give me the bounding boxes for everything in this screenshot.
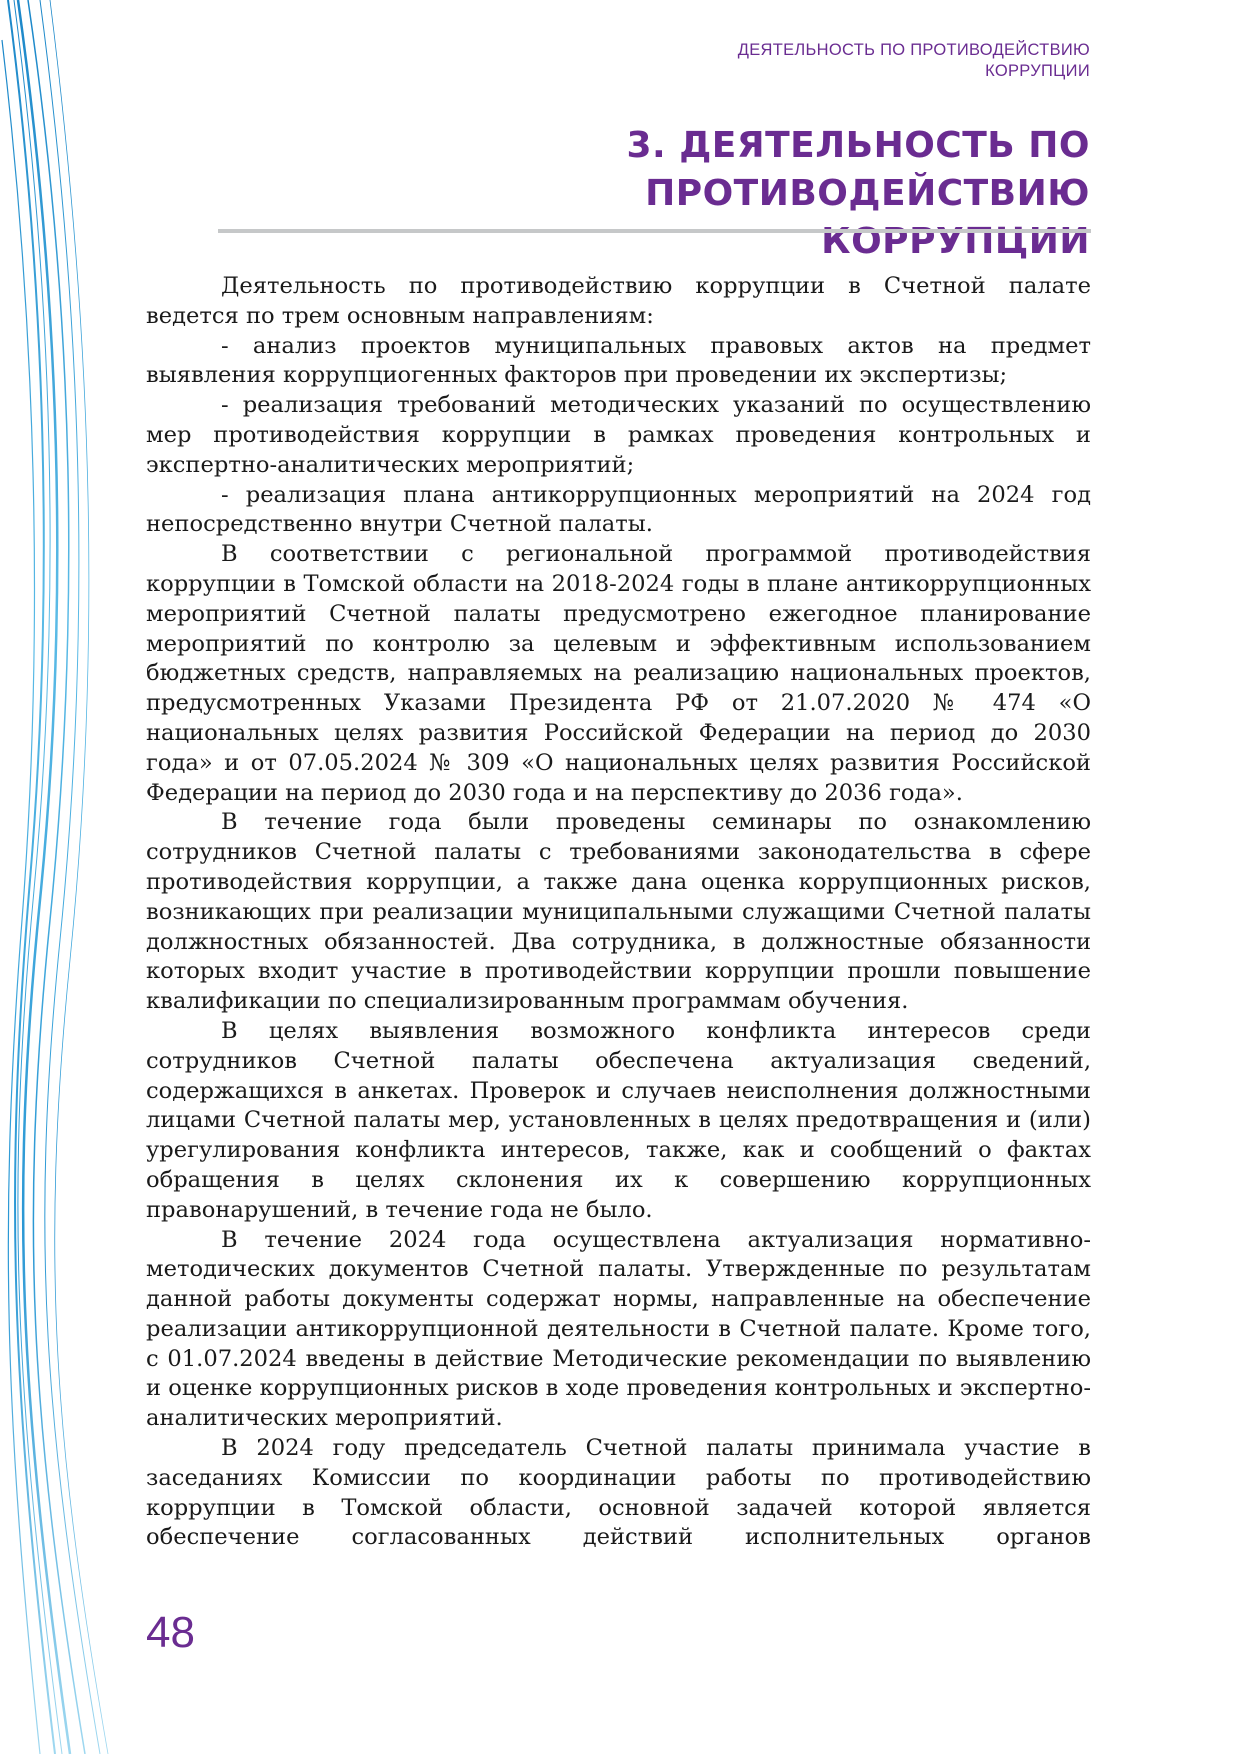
- body-text: [146, 272, 1091, 1553]
- paragraph: В 2024 году председатель Счетной палаты принимала участие в заседаниях Комиссии по координации работы по противодействию коррупции в Томской области, основной задачей которой является обеспечение согласованных действий исполнительных органов: [146, 1435, 1091, 1551]
- title-divider: [218, 229, 1091, 233]
- running-header-line: ДЕЯТЕЛЬНОСТЬ ПО ПРОТИВОДЕЙСТВИЮ: [737, 41, 1090, 59]
- paragraph: Деятельность по противодействию коррупции в Счетной палате ведется по трем основным направлениям:: [146, 273, 1091, 329]
- paragraph: В целях выявления возможного конфликта интересов среди сотрудников Счетной палаты обеспечена актуализация сведений, содержащихся в анкетах. Проверок и случаев неисполнения должностными лицами Счетной палаты мер, установленных в целях предотвращения и (или) урегулирования конфликта интересов, также, как и сообщений о фактах обращения в целях склонения их к совершению коррупционных правонарушений, в течение года не было.: [146, 1017, 1091, 1223]
- section-title-line: 3. ДЕЯТЕЛЬНОСТЬ ПО ПРОТИВОДЕЙСТВИЮ: [626, 125, 1090, 214]
- paragraph: - реализация плана антикоррупционных мероприятий на 2024 год непосредственно внутри Счетной палаты.: [146, 481, 1091, 538]
- running-header: [530, 40, 1090, 82]
- section-title: [210, 122, 1090, 266]
- paragraph: В течение года были проведены семинары по ознакомлению сотрудников Счетной палаты с требованиями законодательства в сфере противодействия коррупции, а также дана оценка коррупционных рисков, возникающих при реализации муниципальными служащими Счетной палаты должностных обязанностей. Два сотрудника, в должностные обязанности которых входит участие в противодействии коррупции прошли повышение квалификации по специализированным программам обучения.: [146, 809, 1091, 1015]
- paragraph: - анализ проектов муниципальных правовых актов на предмет выявления коррупциогенных факторов при проведении их экспертизы;: [146, 332, 1091, 389]
- decorative-wave-lines: [0, 0, 110, 1754]
- paragraph: - реализация требований методических указаний по осуществлению мер противодействия коррупции в рамках проведения контрольных и экспертно-аналитических мероприятий;: [146, 392, 1091, 478]
- paragraph: В соответствии с региональной программой противодействия коррупции в Томской области на 2018-2024 годы в плане антикоррупционных мероприятий Счетной палаты предусмотрено ежегодное планирование мероприятий по контролю за целевым и эффективным использованием бюджетных средств, направляемых на реализацию национальных проектов, предусмотренных Указами Президента РФ от 21.07.2020 № 474 «О национальных целях развития Российской Федерации на период до 2030 года» и от 07.05.2024 № 309 «О национальных целях развития Российской Федерации на период до 2030 года и на перспективу до 2036 года».: [146, 541, 1091, 806]
- section-title-line: КОРРУПЦИИ: [821, 221, 1090, 262]
- paragraph: В течение 2024 года осуществлена актуализация нормативно-методических документов Счетной палаты. Утвержденные по результатам данной работы документы содержат нормы, направленные на обеспечение реализации антикоррупционной деятельности в Счетной палате. Кроме того, с 01.07.2024 введены в действие Методические рекомендации по выявлению и оценке коррупционных рисков в ходе проведения контрольных и экспертно-аналитических мероприятий.: [146, 1226, 1091, 1432]
- page-number: 48: [146, 1608, 195, 1657]
- running-header-line: КОРРУПЦИИ: [985, 62, 1090, 80]
